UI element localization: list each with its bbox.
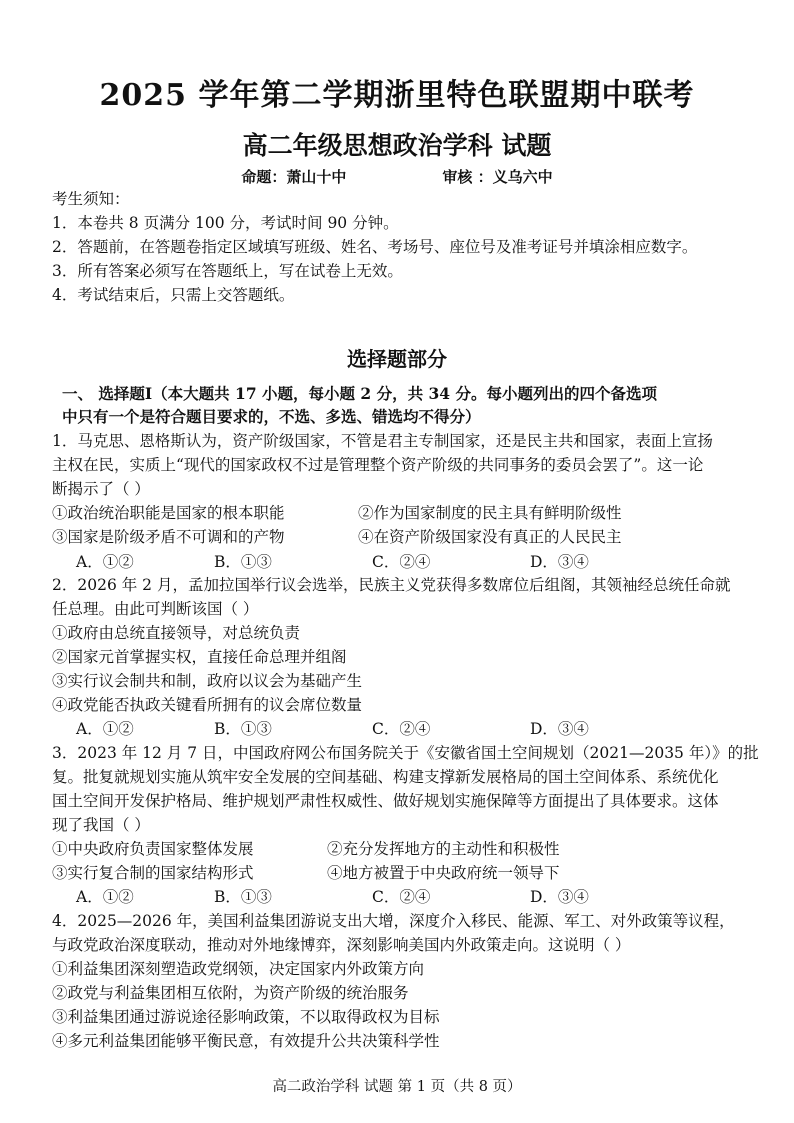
question-2-option-c[interactable]: C．②④ bbox=[372, 720, 431, 738]
question-4-statement: ③利益集团通过游说途径影响政策，不以取得政权为目标 bbox=[52, 1008, 440, 1026]
question-1-stem: 断揭示了（ ） bbox=[52, 480, 150, 498]
exam-subtitle: 高二年级思想政治学科 试题 bbox=[242, 131, 552, 160]
question-1-statement: ③国家是阶级矛盾不可调和的产物 bbox=[52, 528, 285, 546]
notice-item: 3．所有答案必须写在答题纸上，写在试卷上无效。 bbox=[52, 262, 403, 280]
question-2-statement: ③实行议会制共和制，政府以议会为基础产生 bbox=[52, 672, 363, 690]
exam-title: 2025 学年第二学期浙里特色联盟期中联考 bbox=[99, 78, 695, 113]
question-2-option-b[interactable]: B．①③ bbox=[214, 720, 272, 738]
question-2-stem: 任总理。由此可判断该国（ ） bbox=[52, 600, 259, 618]
question-1-stem: 1．马克思、恩格斯认为，资产阶级国家，不管是君主专制国家，还是民主共和国家，表面上宣扬 bbox=[52, 432, 713, 450]
question-3-option-a[interactable]: A．①② bbox=[76, 888, 134, 906]
question-1-statement: ①政治统治职能是国家的根本职能 bbox=[52, 504, 285, 522]
question-3-option-d[interactable]: D．③④ bbox=[530, 888, 589, 906]
question-2-statement: ②国家元首掌握实权，直接任命总理并组阁 bbox=[52, 648, 347, 666]
section-title: 选择题部分 bbox=[347, 347, 447, 371]
question-3-stem: 国土空间开发保护格局、维护规划严肃性权威性、做好规划实施保障等方面提出了具体要求。这体 bbox=[52, 792, 719, 810]
question-3-statement: ②充分发挥地方的主动性和积极性 bbox=[327, 840, 560, 858]
question-1-option-b[interactable]: B．①③ bbox=[214, 553, 272, 571]
question-1-statement: ②作为国家制度的民主具有鲜明阶级性 bbox=[358, 504, 622, 522]
question-2-option-a[interactable]: A．①② bbox=[76, 720, 134, 738]
setter-label: 命题：萧山十中 bbox=[241, 168, 347, 186]
notice-item: 2．答题前，在答题卷指定区域填写班级、姓名、考场号、座位号及准考证号并填涂相应数字。 bbox=[52, 238, 698, 256]
question-1-stem: 主权在民，实质上“现代的国家政权不过是管理整个资产阶级的共同事务的委员会罢了”。这一论 bbox=[52, 456, 704, 474]
question-3-statement: ④地方被置于中央政府统一领导下 bbox=[327, 864, 560, 882]
part-instructions: 中只有一个是符合题目要求的，不选、多选、错选均不得分） bbox=[62, 407, 481, 426]
page-footer: 高二政治学科 试题 第 1 页（共 8 页） bbox=[272, 1079, 522, 1095]
notice-item: 4．考试结束后，只需上交答题纸。 bbox=[52, 286, 295, 304]
question-4-stem: 与政党政治深度联动，推动对外地缘博弈，深刻影响美国内外政策走向。这说明（ ） bbox=[52, 936, 631, 954]
notice-heading: 考生须知： bbox=[52, 190, 130, 208]
question-1-option-c[interactable]: C．②④ bbox=[372, 553, 431, 571]
question-3-stem: 现了我国（ ） bbox=[52, 816, 150, 834]
part-instructions: 一、 选择题Ⅰ（本大题共 17 小题，每小题 2 分，共 34 分。每小题列出的四个备选项 bbox=[62, 384, 657, 403]
question-3-option-b[interactable]: B．①③ bbox=[214, 888, 272, 906]
question-3-statement: ①中央政府负责国家整体发展 bbox=[52, 840, 254, 858]
question-1-statement: ④在资产阶级国家没有真正的人民民主 bbox=[358, 528, 622, 546]
question-3-stem: 复。批复就规划实施从筑牢安全发展的空间基础、构建支撑新发展格局的国土空间体系、系统优化 bbox=[52, 768, 719, 786]
question-1-option-a[interactable]: A．①② bbox=[76, 553, 134, 571]
notice-item: 1．本卷共 8 页满分 100 分，考试时间 90 分钟。 bbox=[52, 214, 399, 232]
authors-line bbox=[0, 166, 794, 187]
question-4-statement: ②政党与利益集团相互依附，为资产阶级的统治服务 bbox=[52, 984, 409, 1002]
question-3-stem: 3．2023 年 12 月 7 日，中国政府网公布国务院关于《安徽省国土空间规划（2021—2035 年）》的批 bbox=[52, 744, 759, 762]
question-2-statement: ①政府由总统直接领导，对总统负责 bbox=[52, 624, 301, 642]
question-2-option-d[interactable]: D．③④ bbox=[530, 720, 589, 738]
question-2-stem: 2．2026 年 2 月，孟加拉国举行议会选举，民族主义党获得多数席位后组阁，其领袖经总统任命就 bbox=[52, 576, 731, 594]
question-1-option-d[interactable]: D．③④ bbox=[530, 553, 589, 571]
question-4-stem: 4．2025—2026 年，美国利益集团游说支出大增，深度介入移民、能源、军工、对外政策等议程， bbox=[52, 912, 735, 930]
question-4-statement: ④多元利益集团能够平衡民意，有效提升公共决策科学性 bbox=[52, 1032, 440, 1050]
question-2-statement: ④政党能否执政关键看所拥有的议会席位数量 bbox=[52, 696, 363, 714]
question-3-statement: ③实行复合制的国家结构形式 bbox=[52, 864, 254, 882]
question-3-option-c[interactable]: C．②④ bbox=[372, 888, 431, 906]
question-4-statement: ①利益集团深刻塑造政党纲领，决定国家内外政策方向 bbox=[52, 960, 425, 978]
reviewer-label: 审核 ：义乌六中 bbox=[442, 168, 553, 186]
